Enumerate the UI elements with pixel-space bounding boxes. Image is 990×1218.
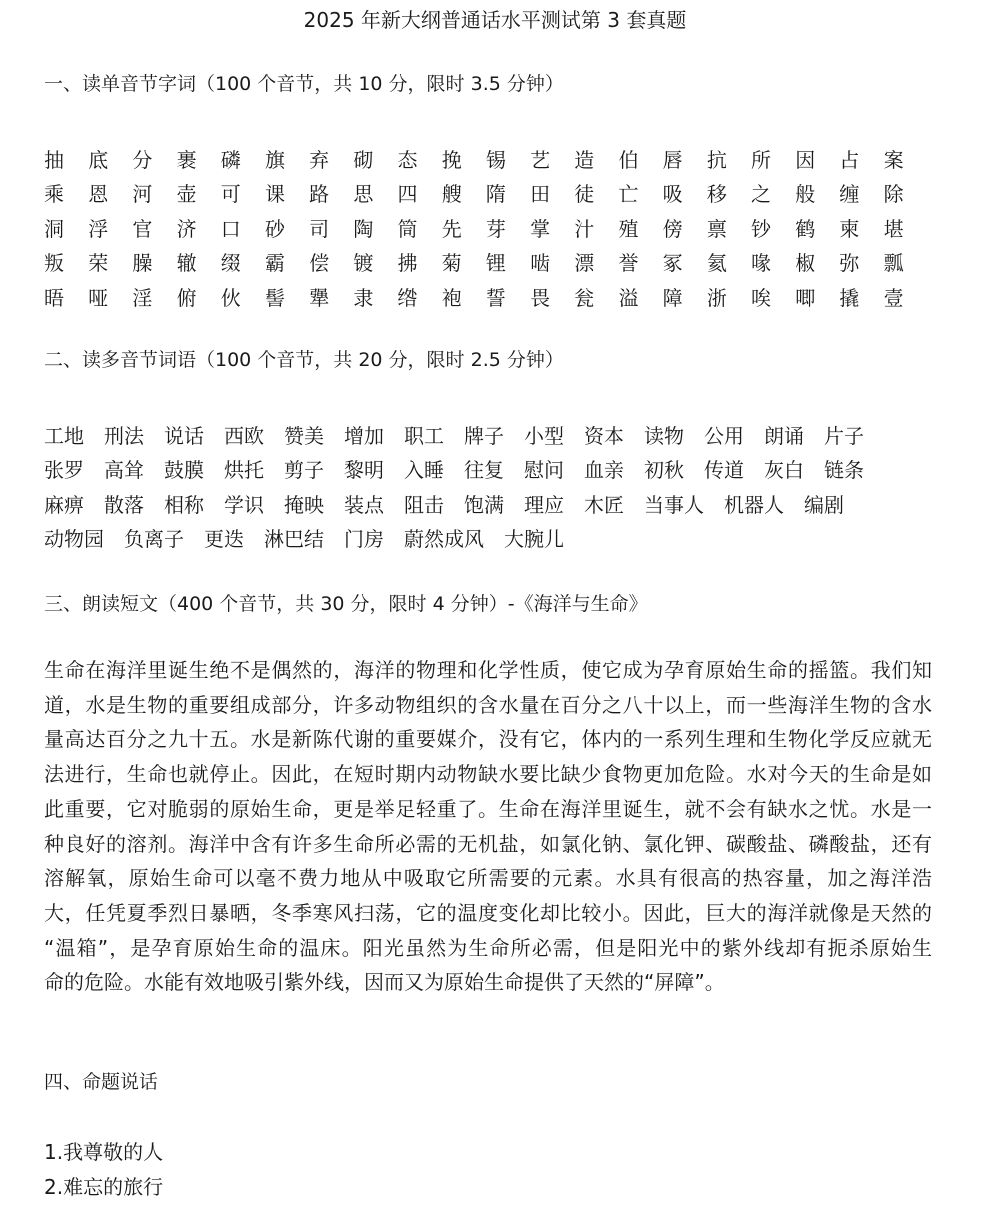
word-item: 刑法: [104, 423, 144, 448]
word-item: 灰白: [764, 458, 804, 483]
syllable-char: 芽: [485, 216, 506, 241]
word-row: [44, 521, 884, 556]
word-row: [44, 452, 884, 487]
word-item: 阻击: [404, 492, 444, 517]
syllable-char: 案: [883, 147, 904, 172]
word-item: 学识: [224, 492, 264, 517]
syllable-char: 旗: [264, 147, 285, 172]
syllable-char: 弃: [309, 147, 330, 172]
word-item: 理应: [524, 492, 564, 517]
syllable-char: 偿: [309, 251, 330, 276]
syllable-char: 绺: [397, 285, 418, 310]
syllable-char: 田: [530, 182, 551, 207]
syllable-char: 伯: [618, 147, 639, 172]
page-title: 2025 年新大纲普通话水平测试第 3 套真题: [303, 8, 687, 32]
syllable-char: 因: [795, 147, 816, 172]
section2-heading: 二、读多音节词语（100 个音节，共 20 分，限时 2.5 分钟）: [44, 349, 564, 371]
syllable-char: 壹: [883, 285, 904, 310]
syllable-char: 喙: [751, 251, 771, 276]
syllable-char: 吸: [662, 182, 683, 207]
syllable-char: 禀: [706, 216, 727, 241]
word-item: 动物园: [44, 527, 104, 552]
word-item: 鼓膜: [164, 458, 204, 483]
syllable-char: 课: [264, 182, 285, 207]
word-item: 说话: [164, 423, 204, 448]
syllable-char: 缠: [839, 182, 860, 207]
word-item: 相称: [164, 492, 204, 517]
syllable-char: 分: [132, 147, 153, 172]
syllable-char: 河: [132, 182, 153, 207]
syllable-char: 隶: [353, 285, 374, 310]
word-item: 编剧: [804, 492, 844, 517]
passage-line: 量高达百分之九十五。水是新陈代谢的重要媒介，没有它，体内的一系列生理和生物化学反应就无: [44, 727, 932, 752]
passage-line: 命的危险。水能有效地吸引紫外线，因而又为原始生命提供了天然的“屏障”。: [44, 970, 725, 995]
syllable-char: 所: [751, 147, 771, 172]
word-item: 负离子: [124, 527, 184, 552]
syllable-char: 瓢: [883, 251, 904, 276]
syllable-char: 弥: [839, 251, 860, 276]
syllable-char: 锡: [485, 147, 506, 172]
word-item: 朗诵: [764, 423, 804, 448]
syllable-char: 俯: [176, 285, 197, 310]
word-item: 公用: [704, 423, 744, 448]
syllable-char: 司: [309, 216, 330, 241]
syllable-char: 口: [220, 216, 241, 241]
syllable-char: 洞: [44, 216, 64, 241]
word-item: 往复: [464, 458, 504, 483]
syllable-char: 氦: [706, 251, 727, 276]
passage-line: 大，任凭夏季烈日暴晒，冬季寒风扫荡，它的温度变化却比较小。因此，巨大的海洋就像是天然的: [44, 900, 932, 925]
word-item: 掩映: [284, 492, 324, 517]
passage-line: 法进行，生命也就停止。因此，在短时期内动物缺水要比缺少食物更加危险。水对今天的生命是如: [44, 762, 932, 787]
syllable-char: 艺: [530, 147, 551, 172]
syllable-char: 鹤: [795, 216, 816, 241]
syllable-char: 镀: [353, 251, 374, 276]
syllable-char: 浮: [88, 216, 109, 241]
syllable-char: 袍: [441, 285, 462, 310]
word-item: 西欧: [224, 423, 264, 448]
syllable-char: 唉: [751, 285, 771, 310]
syllable-char: 哑: [88, 285, 109, 310]
word-item: 职工: [404, 423, 444, 448]
syllable-char: 犟: [309, 285, 330, 310]
syllable-char: 冢: [662, 251, 683, 276]
word-item: 烘托: [224, 458, 264, 483]
char-row: [44, 210, 928, 245]
word-item: 小型: [524, 423, 564, 448]
syllable-char: 锂: [485, 251, 506, 276]
syllable-char: 溢: [618, 285, 639, 310]
passage-line: 道，水是生物的重要组成部分，许多动物组织的含水量在百分之八十以上，而一些海洋生物的含水: [44, 692, 932, 717]
syllable-char: 般: [795, 182, 816, 207]
word-item: 装点: [344, 492, 384, 517]
section3-heading: 三、朗读短文（400 个音节，共 30 分，限时 4 分钟）-《海洋与生命》: [44, 593, 648, 615]
word-item: 片子: [824, 423, 864, 448]
syllable-char: 辙: [176, 251, 197, 276]
syllable-char: 砌: [353, 147, 374, 172]
syllable-char: 晤: [44, 285, 64, 310]
syllable-char: 砂: [264, 216, 285, 241]
word-item: 麻痹: [44, 492, 84, 517]
multi-syllable-list: [44, 417, 884, 555]
word-row: [44, 417, 884, 452]
syllable-char: 亡: [618, 182, 639, 207]
syllable-char: 伙: [220, 285, 241, 310]
syllable-char: 荣: [88, 251, 109, 276]
syllable-char: 裹: [176, 147, 197, 172]
syllable-char: 浙: [706, 285, 727, 310]
syllable-char: 椒: [795, 251, 816, 276]
syllable-char: 撬: [839, 285, 860, 310]
syllable-char: 艘: [441, 182, 462, 207]
syllable-char: 汁: [574, 216, 595, 241]
syllable-char: 除: [883, 182, 904, 207]
syllable-char: 霸: [264, 251, 285, 276]
syllable-char: 乘: [44, 182, 64, 207]
syllable-char: 柬: [839, 216, 860, 241]
syllable-char: 髻: [264, 285, 285, 310]
word-item: 传道: [704, 458, 744, 483]
word-item: 资本: [584, 423, 624, 448]
passage-line: 种良好的溶剂。海洋中含有许多生命所必需的无机盐，如氯化钠、氯化钾、碳酸盐、磷酸盐，还有: [44, 831, 932, 856]
single-syllable-grid: [44, 141, 928, 314]
word-row: [44, 486, 884, 521]
syllable-char: 缀: [220, 251, 241, 276]
word-item: 链条: [824, 458, 864, 483]
syllable-char: 殖: [618, 216, 639, 241]
char-row: [44, 279, 928, 314]
word-item: 门房: [344, 527, 384, 552]
passage-line: 此重要，它对脆弱的原始生命，更是举足轻重了。生命在海洋里诞生，就不会有缺水之忧。水是一: [44, 796, 932, 821]
passage-line: 生命在海洋里诞生绝不是偶然的，海洋的物理和化学性质，使它成为孕育原始生命的摇篮。我们知: [44, 658, 932, 682]
syllable-char: 思: [353, 182, 374, 207]
word-item: 高耸: [104, 458, 144, 483]
syllable-char: 菊: [441, 251, 462, 276]
passage-line: 溶解氧，原始生命可以毫不费力地从中吸取它所需要的元素。水具有很高的热容量，加之海洋浩: [44, 866, 932, 891]
syllable-char: 挽: [441, 147, 462, 172]
syllable-char: 拂: [397, 251, 418, 276]
syllable-char: 啮: [530, 251, 551, 276]
syllable-char: 抗: [706, 147, 727, 172]
word-item: 入睡: [404, 458, 444, 483]
syllable-char: 瓮: [574, 285, 595, 310]
topic-item: 1.我尊敬的人: [44, 1140, 164, 1164]
word-item: 牌子: [464, 423, 504, 448]
syllable-char: 筒: [397, 216, 418, 241]
syllable-char: 畏: [530, 285, 551, 310]
reading-passage: [44, 653, 932, 1000]
word-item: 更迭: [204, 527, 244, 552]
word-item: 血亲: [584, 458, 624, 483]
syllable-char: 路: [309, 182, 330, 207]
word-item: 增加: [344, 423, 384, 448]
syllable-char: 磷: [220, 147, 241, 172]
syllable-char: 徒: [574, 182, 595, 207]
syllable-char: 济: [176, 216, 197, 241]
word-item: 黎明: [344, 458, 384, 483]
word-item: 剪子: [284, 458, 324, 483]
section4-heading: 四、命题说话: [44, 1071, 159, 1093]
syllable-char: 四: [397, 182, 418, 207]
char-row: [44, 176, 928, 211]
syllable-char: 漂: [574, 251, 595, 276]
word-item: 工地: [44, 423, 84, 448]
topic-item: 2.难忘的旅行: [44, 1175, 164, 1199]
syllable-char: 掌: [530, 216, 551, 241]
word-item: 慰问: [524, 458, 564, 483]
word-item: 蔚然成风: [404, 527, 484, 552]
syllable-char: 钞: [751, 216, 771, 241]
syllable-char: 先: [441, 216, 462, 241]
syllable-char: 移: [706, 182, 727, 207]
syllable-char: 之: [751, 182, 771, 207]
word-item: 赞美: [284, 423, 324, 448]
syllable-char: 誓: [485, 285, 506, 310]
syllable-char: 占: [839, 147, 860, 172]
word-item: 饱满: [464, 492, 504, 517]
word-item: 初秋: [644, 458, 684, 483]
word-item: 读物: [644, 423, 684, 448]
syllable-char: 叛: [44, 251, 64, 276]
syllable-char: 臊: [132, 251, 153, 276]
char-row: [44, 245, 928, 280]
word-item: 木匠: [584, 492, 624, 517]
syllable-char: 唇: [662, 147, 683, 172]
syllable-char: 态: [397, 147, 418, 172]
word-item: 大腕儿: [504, 527, 564, 552]
word-item: 散落: [104, 492, 144, 517]
syllable-char: 官: [132, 216, 153, 241]
word-item: 机器人: [724, 492, 784, 517]
word-item: 当事人: [644, 492, 704, 517]
syllable-char: 可: [220, 182, 241, 207]
syllable-char: 陶: [353, 216, 374, 241]
syllable-char: 抽: [44, 147, 64, 172]
syllable-char: 底: [88, 147, 109, 172]
syllable-char: 恩: [88, 182, 109, 207]
word-item: 淋巴结: [264, 527, 324, 552]
syllable-char: 障: [662, 285, 683, 310]
syllable-char: 造: [574, 147, 595, 172]
syllable-char: 壶: [176, 182, 197, 207]
syllable-char: 隋: [485, 182, 506, 207]
word-item: 张罗: [44, 458, 84, 483]
syllable-char: 誉: [618, 251, 639, 276]
syllable-char: 堪: [883, 216, 904, 241]
char-row: [44, 141, 928, 176]
section1-heading: 一、读单音节字词（100 个音节，共 10 分，限时 3.5 分钟）: [44, 73, 564, 95]
syllable-char: 傍: [662, 216, 683, 241]
syllable-char: 淫: [132, 285, 153, 310]
syllable-char: 唧: [795, 285, 816, 310]
passage-line: “温箱”，是孕育原始生命的温床。阳光虽然为生命所必需，但是阳光中的紫外线却有扼杀原始生: [44, 935, 932, 960]
